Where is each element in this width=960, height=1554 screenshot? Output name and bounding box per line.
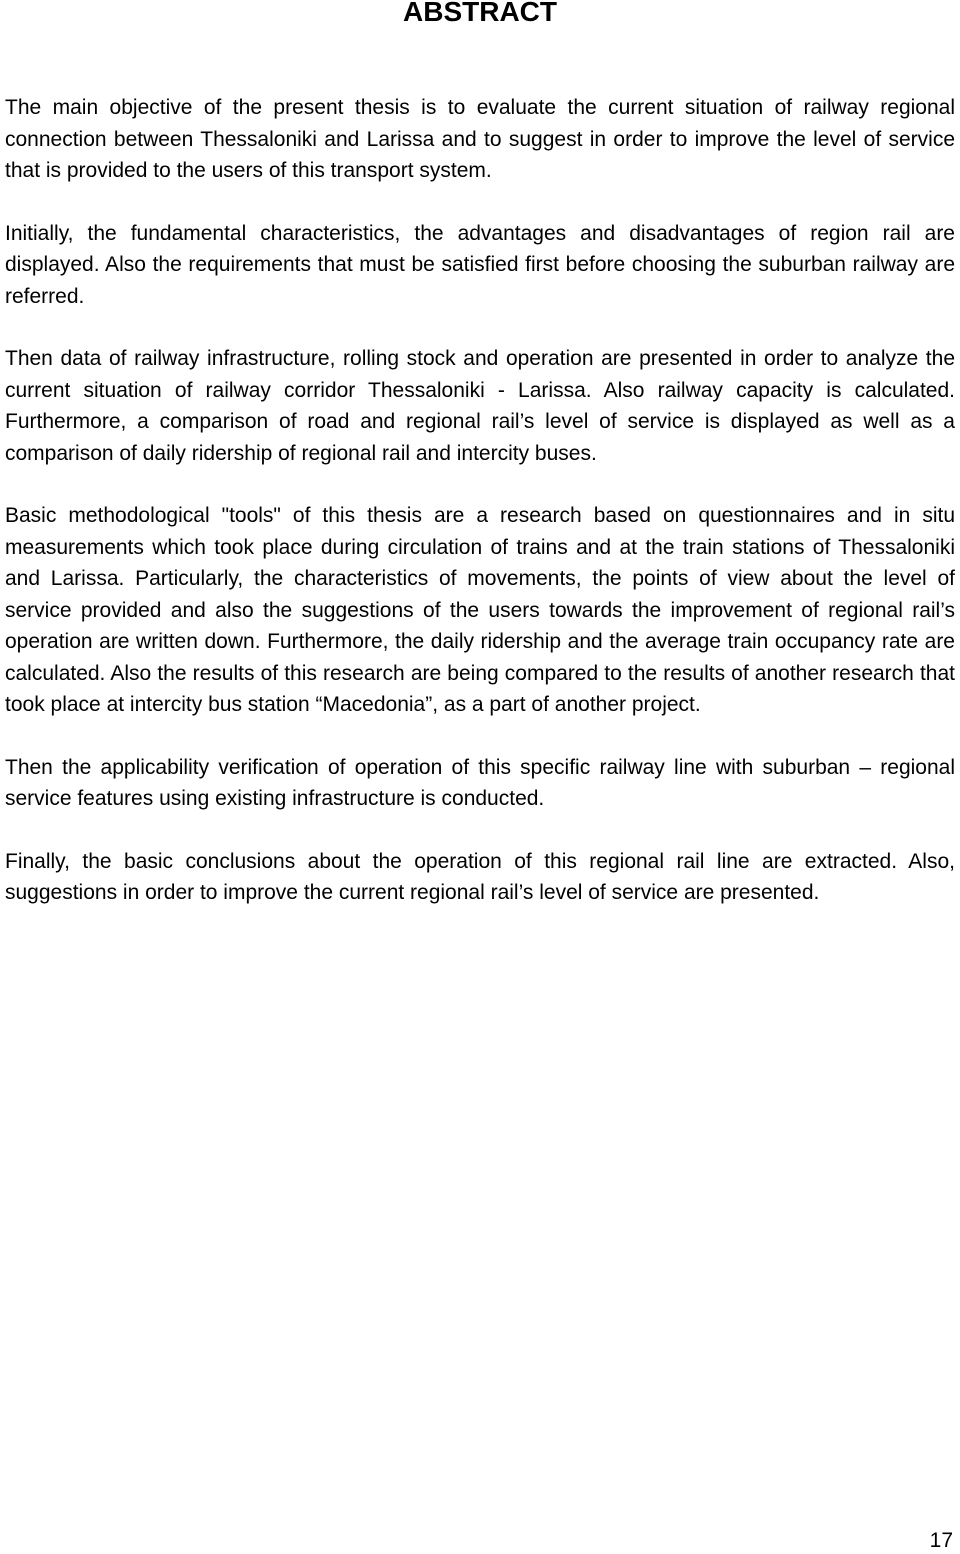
- page-title: ABSTRACT: [403, 0, 557, 27]
- abstract-paragraph-conclusions: Finally, the basic conclusions about the operation of this regional rail line are extracted. Also, suggestions in order to improve the current regional rail’s level of service are presented.: [5, 849, 955, 904]
- abstract-paragraph-characteristics: Initially, the fundamental characteristics, the advantages and disadvantages of region rail are displayed. Also the requirements that must be satisfied first before choosing the suburban railway are referred.: [5, 221, 955, 308]
- abstract-body: [5, 92, 955, 940]
- abstract-paragraph-applicability: Then the applicability verification of operation of this specific railway line with suburban – regional service features using existing infrastructure is conducted.: [5, 755, 955, 810]
- abstract-paragraph-objective: The main objective of the present thesis is to evaluate the current situation of railway regional connection between Thessaloniki and Larissa and to suggest in order to improve the level of service that is provided to the users of this transport system.: [5, 96, 955, 182]
- page-number: 17: [929, 1529, 953, 1552]
- abstract-paragraph-data: Then data of railway infrastructure, rolling stock and operation are presented in order to analyze the current situation of railway corridor Thessaloniki - Larissa. Also railway capacity is calculated. Furthermore, a comparison of road and regional rail’s level of service is displayed as well as a comparison of daily ridership of regional rail and intercity buses.: [5, 347, 955, 465]
- abstract-paragraph-methodology: Basic methodological "tools" of this thesis are a research based on questionnaires and in situ measurements which took place during circulation of trains and at the train stations of Thessaloniki and Larissa. Particularly, the characteristics of movements, the points of view about the level of service provided and also the suggestions of the users towards the improvement of regional rail’s operation are written down. Furthermore, the daily ridership and the average train occupancy rate are calculated. Also the results of this research are being compared to the results of another research that took place at intercity bus station “Macedonia”, as a part of another project.: [5, 504, 955, 716]
